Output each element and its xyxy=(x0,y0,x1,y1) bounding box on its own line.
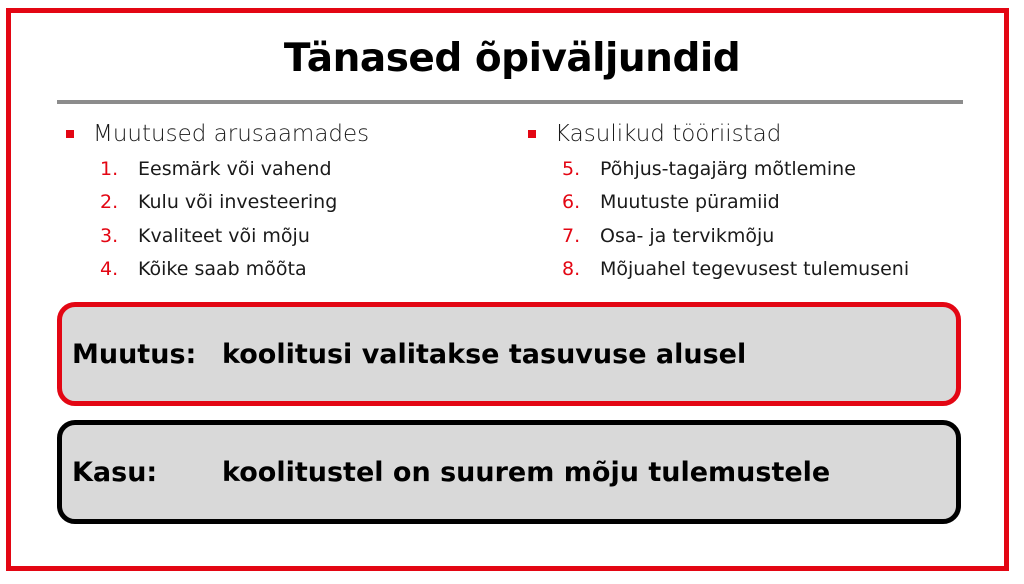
list-item-text: Kõike saab mõõta xyxy=(138,258,307,281)
list-item-number: 2. xyxy=(100,191,119,214)
list-item-number: 3. xyxy=(100,224,119,247)
right-heading-text: Kasulikud tööriistad xyxy=(555,121,782,147)
list-item xyxy=(526,219,976,253)
list-item-number: 1. xyxy=(100,157,119,180)
left-column xyxy=(64,116,484,286)
list-item-number: 6. xyxy=(562,191,581,214)
list-item-text: Mõjuahel tegevusest tulemuseni xyxy=(600,258,910,281)
left-heading-text: Muutused arusaamades xyxy=(93,121,370,147)
benefit-label: Kasu: xyxy=(72,456,158,488)
list-item xyxy=(64,219,484,253)
right-numbered-list xyxy=(526,152,976,286)
list-item xyxy=(526,253,976,287)
benefit-text: koolitustel on suurem mõju tulemustele xyxy=(222,456,831,488)
list-item-number: 4. xyxy=(100,258,119,281)
list-item xyxy=(526,186,976,220)
left-column-heading xyxy=(64,116,484,152)
red-square-bullet-icon xyxy=(66,130,74,138)
right-column-heading xyxy=(526,116,976,152)
list-item xyxy=(64,253,484,287)
change-label: Muutus: xyxy=(72,338,197,370)
list-item-text: Kvaliteet või mõju xyxy=(138,224,310,247)
red-square-bullet-icon xyxy=(528,130,536,138)
title-divider xyxy=(57,100,963,104)
list-item-text: Eesmärk või vahend xyxy=(138,157,332,180)
change-text: koolitusi valitakse tasuvuse alusel xyxy=(222,338,747,370)
list-item xyxy=(64,186,484,220)
list-item-number: 7. xyxy=(562,224,581,247)
list-item xyxy=(526,152,976,186)
left-numbered-list xyxy=(64,152,484,286)
benefit-box xyxy=(57,420,961,524)
list-item-text: Osa- ja tervikmõju xyxy=(600,224,775,247)
list-item-text: Muutuste püramiid xyxy=(600,191,780,214)
slide-title: Tänased õpiväljundid xyxy=(283,36,741,81)
list-item-number: 8. xyxy=(562,258,581,281)
change-box xyxy=(57,302,961,406)
list-item-text: Kulu või investeering xyxy=(138,191,338,214)
right-column xyxy=(526,116,976,286)
list-item-number: 5. xyxy=(562,157,581,180)
list-item xyxy=(64,152,484,186)
list-item-text: Põhjus-tagajärg mõtlemine xyxy=(600,157,856,180)
